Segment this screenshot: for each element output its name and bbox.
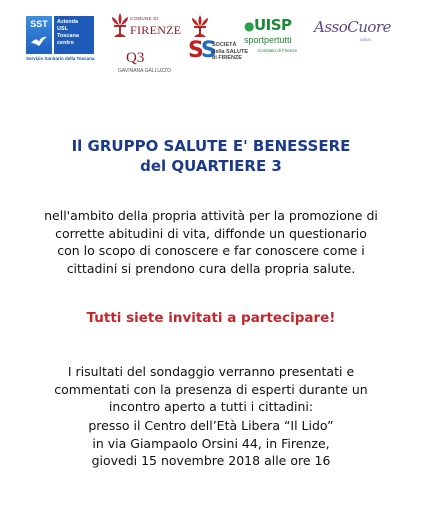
- sst-side-panel: [54, 16, 94, 54]
- intro-paragraph: [0, 207, 422, 277]
- q3-subtitle: GAVINANA GALLUZZO: [118, 68, 171, 74]
- results-line: incontro aperto a tutti i cittadini:: [108, 399, 314, 414]
- assocuore-logo: [314, 18, 394, 52]
- results-line: commentati con la presenza di esperti durante un: [54, 381, 368, 397]
- q3-mark: Q3: [126, 50, 145, 66]
- comune-di-text: COMUNE DI: [130, 16, 159, 21]
- assocuore-sub: onlus: [360, 37, 371, 42]
- sds-text-line: SOCIETÀ: [212, 42, 237, 48]
- sst-side-line: centro: [57, 40, 74, 46]
- assocuore-wordmark: AssoCuore: [314, 18, 391, 36]
- venue-line: giovedi 15 novembre 2018 alle ore 16: [91, 453, 331, 468]
- uisp-comitato: Comitato di Firenze: [258, 48, 298, 53]
- sst-side-line: Toscana: [57, 33, 79, 39]
- results-paragraph: [0, 363, 422, 416]
- sst-usl-logo: [26, 16, 94, 72]
- uisp-tagline: sportpertutti: [244, 35, 292, 45]
- invite-heading: Tutti siete invitati a partecipare!: [86, 310, 336, 326]
- sds-text-line: della SALUTE: [212, 48, 249, 55]
- sst-side-line: USL: [57, 26, 68, 32]
- intro-line: cittadini si prendono cura della propria salute.: [66, 260, 356, 276]
- intro-line: corrette abitudini di vita, diffonde un questionario: [55, 225, 367, 241]
- venue-paragraph: [0, 417, 422, 470]
- uisp-pin-icon: ●: [244, 19, 254, 33]
- uisp-logo: [244, 16, 304, 66]
- comune-firenze-q3-logo: [108, 10, 182, 76]
- sst-mark-text: SST: [30, 19, 48, 29]
- intro-line: nell'ambito della propria attività per la promozione di: [44, 208, 378, 223]
- venue-line: presso il Centro dell’Età Libera “Il Lido”: [88, 418, 334, 433]
- logo-strip: [0, 0, 422, 84]
- results-line: I risultati del sondaggio verranno presentati e: [67, 364, 355, 379]
- sds-text: [212, 42, 248, 62]
- sds-mark-s2: S: [200, 38, 215, 63]
- intro-line: con lo scopo di conoscere e far conoscere come i: [57, 243, 365, 258]
- sds-text-line: di FIRENZE: [212, 55, 242, 61]
- firenze-text: FIRENZE: [130, 23, 182, 37]
- sst-mark: [26, 16, 52, 54]
- bird-icon: [30, 34, 48, 50]
- florence-lily-icon: [110, 12, 130, 38]
- sds-mark: [188, 38, 215, 63]
- sds-lily-icon: [190, 14, 210, 38]
- sds-mark-s1: S: [188, 38, 201, 63]
- sst-caption: Servizio Sanitario della Toscana: [26, 56, 95, 61]
- title-line-2: del QUARTIERE 3: [140, 157, 282, 175]
- page-title: [0, 136, 422, 176]
- societa-della-salute-logo: [188, 14, 249, 78]
- sst-side-line: Azienda: [57, 19, 79, 25]
- uisp-word: UISP: [253, 16, 292, 34]
- venue-line: in via Giampaolo Orsini 44, in Firenze,: [92, 435, 330, 451]
- title-line-1: Il GRUPPO SALUTE E' BENESSERE: [71, 137, 351, 155]
- uisp-wordmark: [244, 16, 292, 34]
